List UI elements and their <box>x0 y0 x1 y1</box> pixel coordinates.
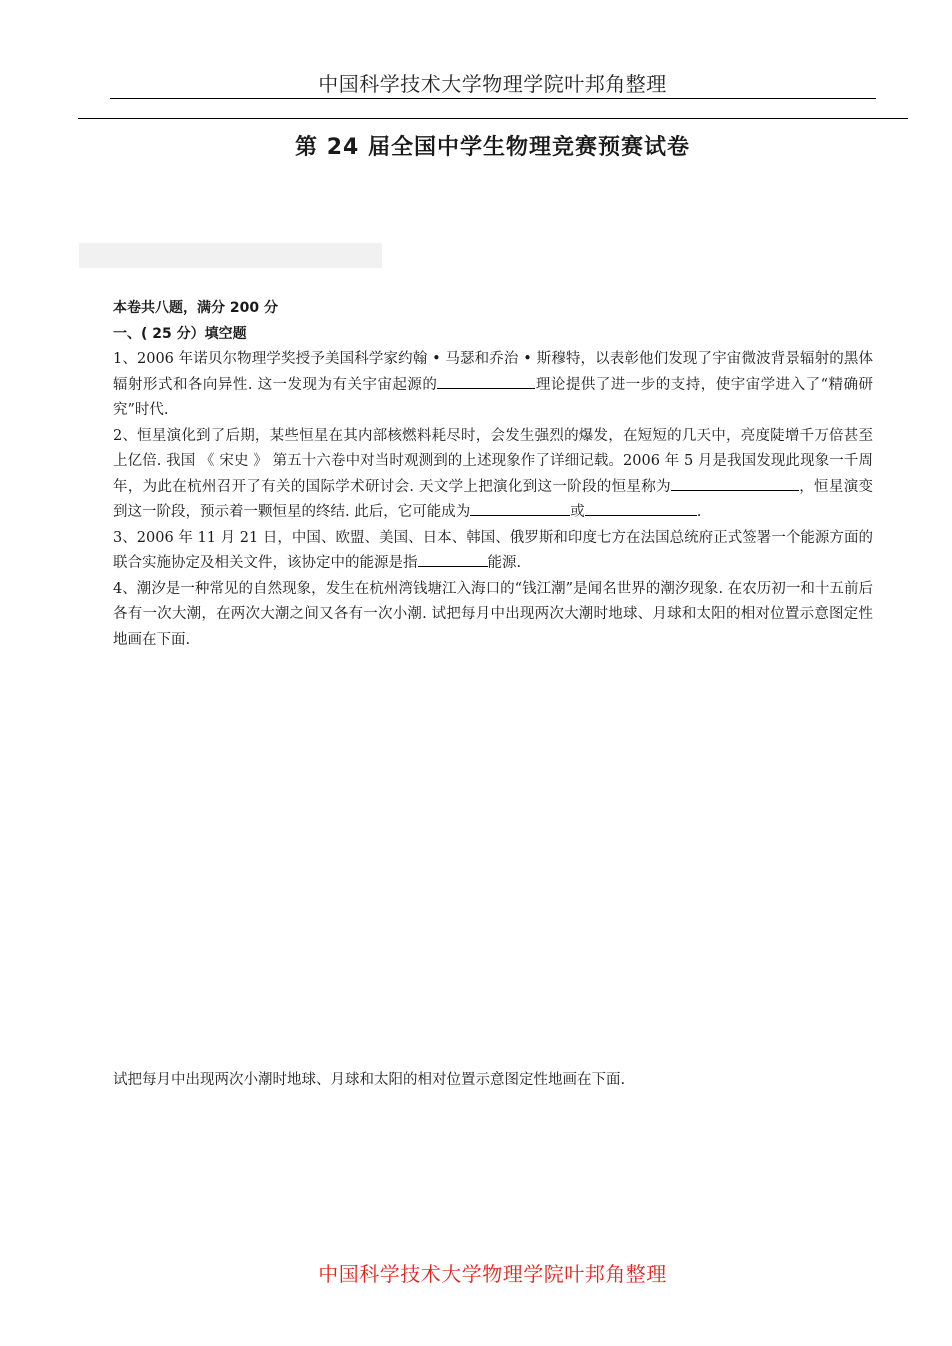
question-1-text-a: 1、2006 年诺贝尔物理学奖授予美国科学家约翰 • 马瑟和乔治 • 斯穆特，以表彰他们发现了宇宙微波背景辐射的黑体辐射形式和各向异性. 这一发现为有关宇宙起源的 <box>113 351 873 393</box>
exam-intro: 本卷共八题，满分 200 分 <box>113 300 278 316</box>
question-2-text-a: 2、恒星演化到了后期，某些恒星在其内部核燃料耗尽时，会发生强烈的爆发，在短短的几天中，亮度陡增千万倍甚至上亿倍. 我国 《 宋史 》 第五十六卷中对当时观测到的上述现象作了详细记载。2006 年 5 月是我国发现此现象一千周年，为此在杭州召开了有关的国际学术研讨会. 天文学上把演化到这一阶段的恒星称为 <box>113 427 873 495</box>
page-header: 中国科学技术大学物理学院叶邦角整理 <box>318 72 667 96</box>
exam-content <box>113 296 873 653</box>
header-rule-top <box>110 98 876 99</box>
question-3 <box>113 526 873 577</box>
answer-blank[interactable] <box>585 501 697 516</box>
answer-blank[interactable] <box>470 501 570 516</box>
question-3-text-b: 能源. <box>487 555 522 571</box>
answer-blank[interactable] <box>418 552 488 567</box>
question-2-text-b: ，恒星演变到这一阶段，预示着一颗恒星的终结. 此后，它可能成为 <box>113 478 874 520</box>
page-footer: 中国科学技术大学物理学院叶邦角整理 <box>318 1262 667 1286</box>
placeholder-box <box>79 243 382 268</box>
exam-title: 第 24 届全国中学生物理竞赛预赛试卷 <box>295 135 690 160</box>
question-2 <box>113 424 873 526</box>
question-1-text-b: 理论提供了进一步的支持，使宇宙学进入了“精确研究”时代. <box>113 376 873 418</box>
question-1 <box>113 347 873 424</box>
answer-blank[interactable] <box>437 374 535 389</box>
question-2-text-d: . <box>696 504 702 520</box>
header-rule-bottom <box>78 118 908 119</box>
question-4-part-2: 试把每月中出现两次小潮时地球、月球和太阳的相对位置示意图定性地画在下面. <box>113 1072 626 1088</box>
section-heading: 一、( 25 分）填空题 <box>113 325 247 342</box>
question-2-text-c: 或 <box>570 504 585 520</box>
answer-blank[interactable] <box>671 476 799 491</box>
question-3-text-a: 3、2006 年 11 月 21 日，中国、欧盟、美国、日本、韩国、俄罗斯和印度七方在法国总统府正式签署一个能源方面的联合实施协定及相关文件，该协定中的能源是指 <box>113 529 873 571</box>
question-4: 4、潮汐是一种常见的自然现象，发生在杭州湾钱塘江入海口的“钱江潮”是闻名世界的潮汐现象. 在农历初一和十五前后各有一次大潮，在两次大潮之间又各有一次小潮. 试把每月中出现两次大潮时地球、月球和太阳的相对位置示意图定性地画在下面. <box>113 580 873 648</box>
